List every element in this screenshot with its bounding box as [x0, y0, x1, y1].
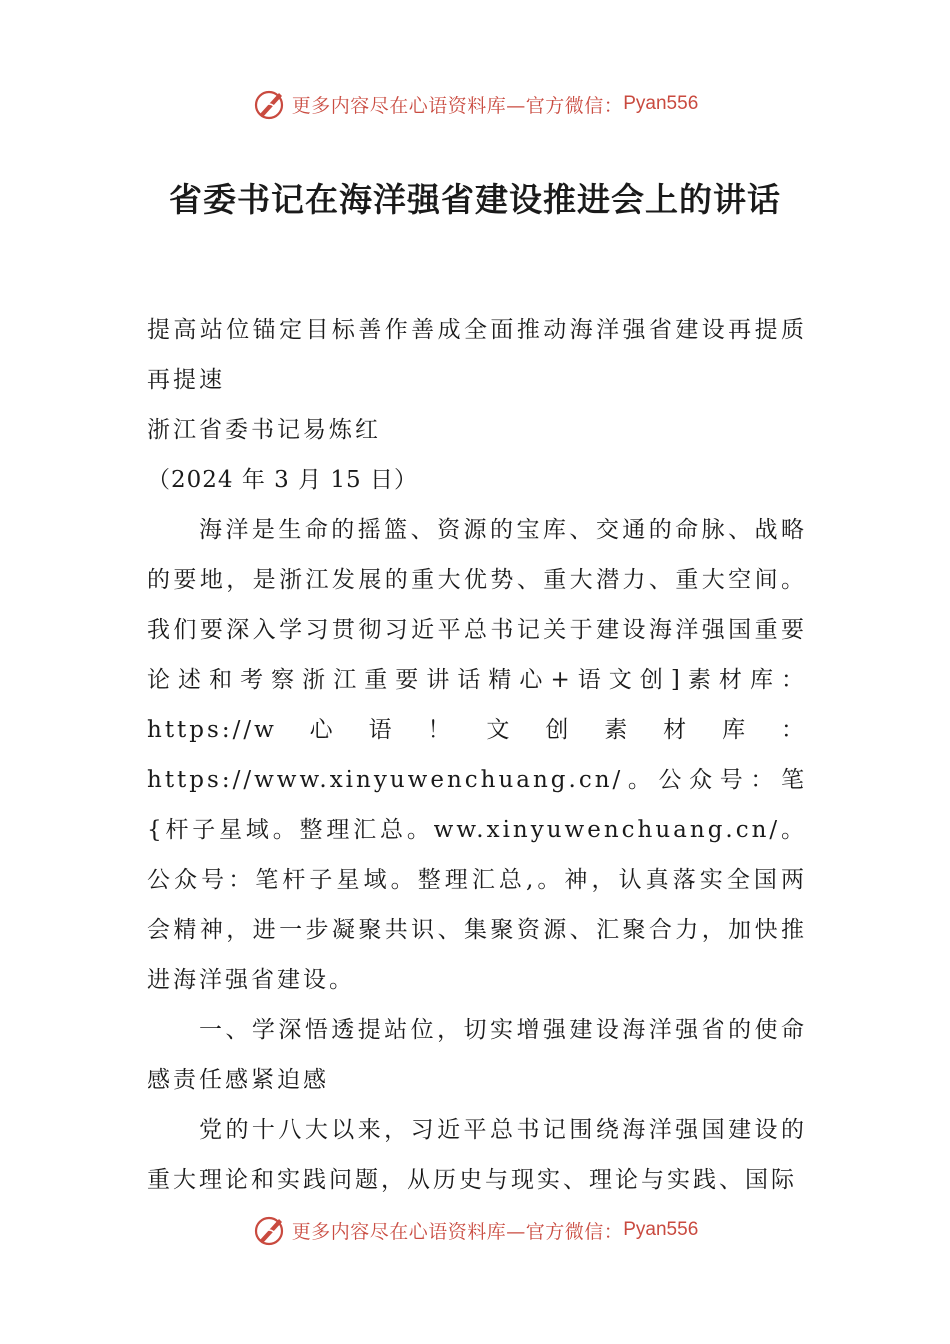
section-heading: 一、学深悟透提站位，切实增强建设海洋强省的使命感责任感紧迫感 — [147, 1017, 807, 1093]
watermark-wechat-id: Pyan556 — [623, 93, 699, 114]
header-watermark — [0, 84, 950, 124]
document-title: 省委书记在海洋强省建设推进会上的讲话 — [169, 180, 781, 219]
watermark-brand-text: 更多内容尽在心语资料库—官方微信： — [291, 94, 624, 117]
quill-pen-icon — [252, 86, 288, 122]
document-body — [147, 305, 807, 1205]
document-speaker: 浙江省委书记易炼红 — [147, 417, 381, 443]
body-paragraph: 海洋是生命的摇篮、资源的宝库、交通的命脉、战略的要地，是浙江发展的重大优势、重大潜力、重大空间。我们要深入学习贯彻习近平总书记关于建设海洋强国重要论述和考察浙江重要讲话精心+语文创]素材库：https://w心语！文创素材库：https://www.xinyuwenchuang.cn/。公众号：笔{杆子星域。整理汇总。ww.xinyuwenchuang.cn/。公众号：笔杆子星域。整理汇总,。神，认真落实全国两会精神，进一步凝聚共识、集聚资源、汇聚合力，加快推进海洋强省建设。 — [147, 517, 807, 993]
footer-watermark — [0, 1210, 950, 1250]
watermark-brand-text: 更多内容尽在心语资料库—官方微信： — [291, 1220, 624, 1243]
quill-pen-icon — [252, 1212, 288, 1248]
body-paragraph: 党的十八大以来，习近平总书记围绕海洋强国建设的重大理论和实践问题，从历史与现实、理论与实践、国际 — [147, 1117, 807, 1193]
watermark-wechat-id: Pyan556 — [623, 1219, 699, 1240]
document-subtitle: 提高站位锚定目标善作善成全面推动海洋强省建设再提质再提速 — [147, 317, 807, 393]
document-date: （2024 年 3 月 15 日） — [147, 467, 418, 493]
